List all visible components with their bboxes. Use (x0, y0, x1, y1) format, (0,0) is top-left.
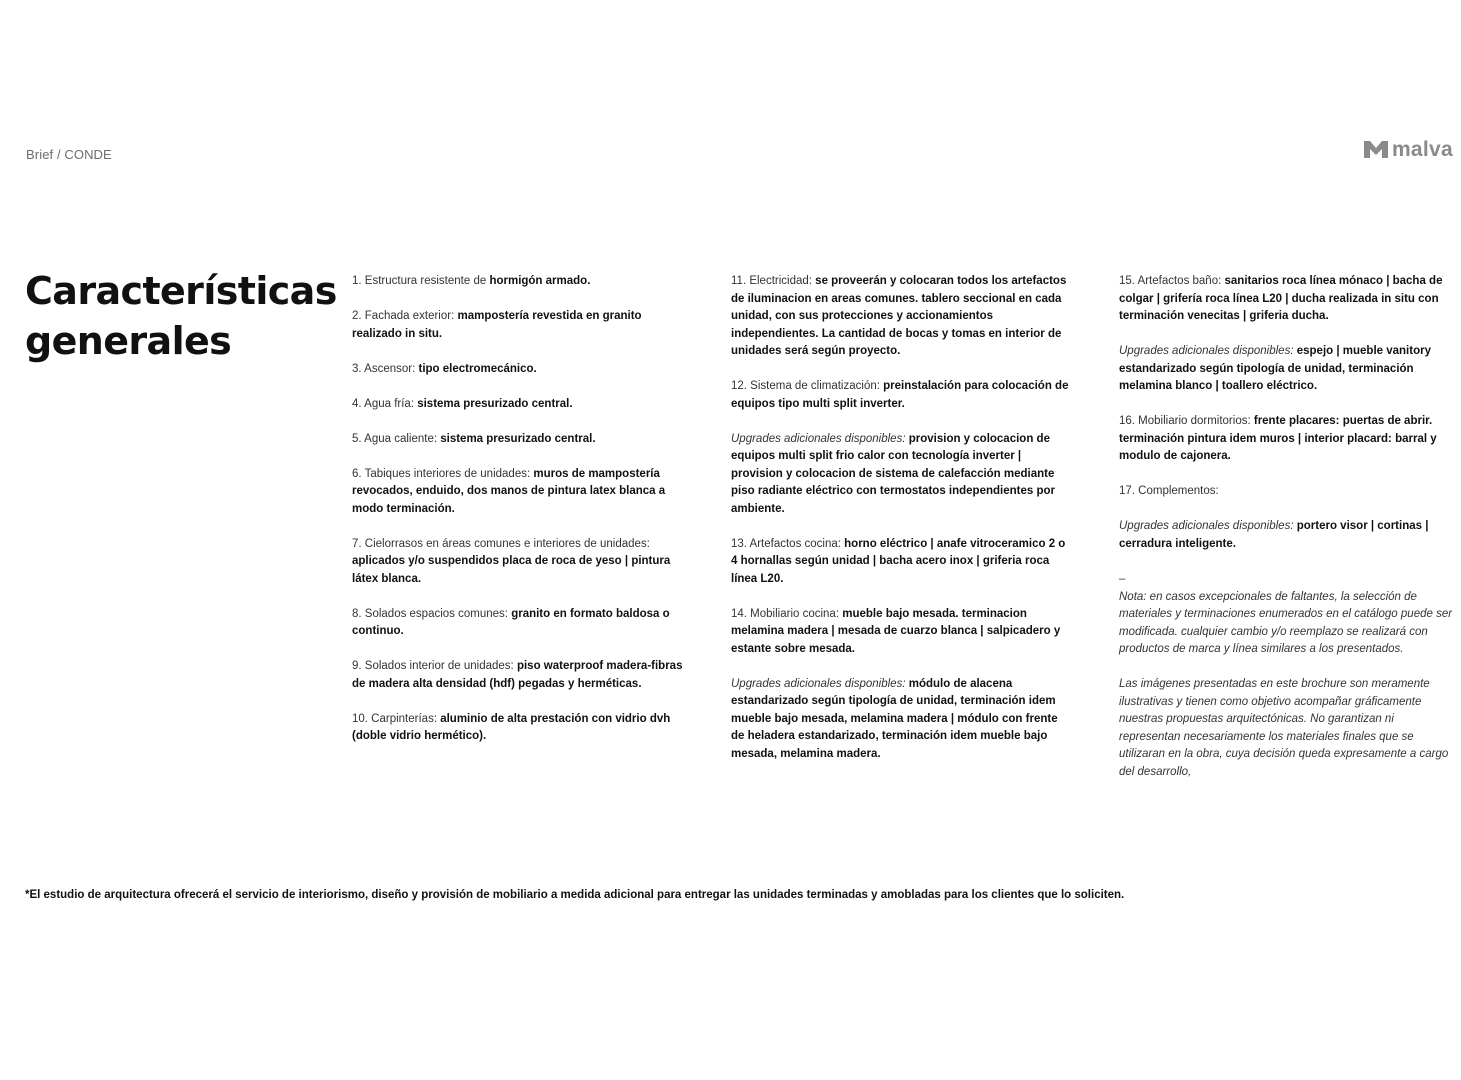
feature-label: 16. Mobiliario dormitorios: (1119, 415, 1254, 427)
feature-label: 1. Estructura resistente de (352, 275, 490, 287)
feature-item (352, 361, 692, 379)
feature-value: sistema presurizado central. (440, 432, 596, 445)
feature-value: mampostería revestida en granito realizado in situ. (352, 310, 642, 340)
feature-label: 6. Tabiques interiores de unidades: (352, 467, 534, 480)
image-disclaimer: Las imágenes presentadas en este brochure son meramente ilustrativas y tienen como objetivo acompañar gráficamente nuestras propuestas arquitectónicas. No garantizan ni representan necesariamente los materiales finales que se utilizaran en la obra, cuya decisión queda expresamente a cargo del desarrollo, (1119, 678, 1449, 778)
feature-item (731, 606, 1071, 659)
feature-item (352, 536, 692, 589)
feature-value: aplicados y/o suspendidos placa de roca de yeso | pintura látex blanca. (352, 555, 671, 585)
feature-label: 8. Solados espacios comunes: (352, 607, 512, 620)
feature-item (352, 396, 692, 414)
feature-item (1119, 273, 1455, 326)
feature-label: 4. Agua fría: (352, 397, 418, 410)
upgrade-label: Upgrades adicionales disponibles: (731, 432, 909, 445)
feature-label: 17. Complementos: (1119, 485, 1219, 497)
feature-label: 11. Electricidad: (731, 275, 816, 287)
feature-value: hormigón armado. (489, 275, 591, 287)
feature-value: muros de mampostería revocados, enduido, dos manos de pintura latex blanca a modo terminación. (352, 467, 666, 515)
feature-label: 13. Artefactos cocina: (731, 537, 845, 550)
feature-value: mueble bajo mesada. terminacion melamina madera | mesada de cuarzo blanca | salpicadero y estante sobre mesada. (731, 607, 1061, 655)
page-title (25, 266, 337, 366)
feature-item (352, 711, 692, 746)
feature-item (352, 606, 692, 641)
feature-value: granito en formato baldosa o continuo. (352, 607, 670, 637)
logo-text: malva (1391, 138, 1453, 161)
feature-item (731, 273, 1071, 361)
feature-label: 12. Sistema de climatización: (731, 380, 884, 392)
feature-value: preinstalación para colocación de equipos tipo multi split inverter. (731, 380, 1069, 410)
feature-item (352, 308, 692, 343)
feature-item (731, 536, 1071, 589)
features-column-2 (731, 273, 1071, 781)
upgrade-value: portero visor | cortinas | cerradura inteligente. (1119, 520, 1429, 550)
upgrade-item (1119, 343, 1455, 396)
feature-label: 3. Ascensor: (352, 362, 419, 375)
feature-label: 5. Agua caliente: (352, 432, 441, 445)
feature-item (1119, 413, 1455, 466)
upgrade-value: módulo de alacena estandarizado según tipología de unidad, terminación idem mueble bajo mesada, melamina madera | módulo con frente de heladera estandarizado, terminación idem mueble bajo mesada, melamina madera. (731, 677, 1058, 760)
features-column-1 (352, 273, 692, 763)
upgrade-label: Upgrades adicionales disponibles: (1119, 345, 1297, 357)
feature-value: piso waterproof madera-fibras de madera alta densidad (hdf) pegadas y herméticas. (352, 660, 683, 690)
feature-value: se proveerán y colocaran todos los artefactos de iluminacion en areas comunes. tablero seccional en cada unidad, con sus protecciones y accionamientos independientes. La cantidad de bocas y tomas en interior de unidades será según proyecto. (731, 275, 1067, 357)
feature-value: frente placares: puertas de abrir. terminación pintura idem muros | interior placard: barral y modulo de cajonera. (1119, 415, 1437, 462)
feature-value: horno eléctrico | anafe vitroceramico 2 o 4 hornallas según unidad | bacha acero inox | griferia roca línea L20. (731, 537, 1066, 585)
page-title-line-2: generales (25, 319, 232, 363)
feature-label: 15. Artefactos baño: (1119, 275, 1225, 287)
note-separator: – (1119, 573, 1126, 585)
feature-item (352, 273, 692, 291)
breadcrumb: Brief / CONDE (26, 147, 112, 162)
upgrade-item (731, 431, 1071, 519)
feature-label: 10. Carpinterías: (352, 712, 441, 725)
feature-item (731, 378, 1071, 413)
feature-label: 9. Solados interior de unidades: (352, 660, 517, 672)
upgrade-label: Upgrades adicionales disponibles: (1119, 520, 1297, 532)
footnote: *El estudio de arquitectura ofrecerá el servicio de interiorismo, diseño y provisión de mobiliario a medida adicional para entregar las unidades terminadas y amobladas para los clientes que lo soliciten. (25, 889, 1125, 901)
feature-label: 2. Fachada exterior: (352, 310, 458, 322)
feature-item (352, 658, 692, 693)
feature-item (352, 431, 692, 449)
feature-item (352, 466, 692, 519)
brand-logo (1364, 139, 1453, 160)
upgrade-item (731, 676, 1071, 764)
feature-label: 14. Mobiliario cocina: (731, 607, 843, 620)
feature-value: tipo electromecánico. (418, 362, 537, 375)
features-column-3 (1119, 273, 1455, 799)
feature-value: sanitarios roca línea mónaco | bacha de colgar | grifería roca línea L20 | ducha realizada in situ con terminación venecitas | griferia ducha. (1119, 275, 1443, 322)
upgrade-item (1119, 518, 1455, 553)
upgrade-value: provision y colocacion de equipos multi split frio calor con tecnología inverter | provision y colocacion de sistema de calefacción mediante piso radiante eléctrico con termostatos independientes por ambiente. (731, 432, 1055, 515)
feature-label: 7. Cielorrasos en áreas comunes e interiores de unidades: (352, 537, 650, 550)
feature-value: sistema presurizado central. (417, 397, 573, 410)
feature-value: aluminio de alta prestación con vidrio dvh (doble vidrio hermético). (352, 712, 671, 742)
upgrade-label: Upgrades adicionales disponibles: (731, 677, 909, 690)
malva-logo-icon (1364, 141, 1388, 158)
feature-item (1119, 483, 1455, 501)
disclaimer-note: Nota: en casos excepcionales de faltantes, la selección de materiales y terminaciones enumerados en el catálogo puede ser modificada. cualquier cambio y/o reemplazo se realizará con productos de marca y línea similares a los presentados. (1119, 590, 1453, 655)
upgrade-value: espejo | mueble vanitory estandarizado según tipología de unidad, terminación melamina blanco | toallero eléctrico. (1119, 345, 1431, 392)
page-title-line-1: Características (25, 269, 337, 313)
